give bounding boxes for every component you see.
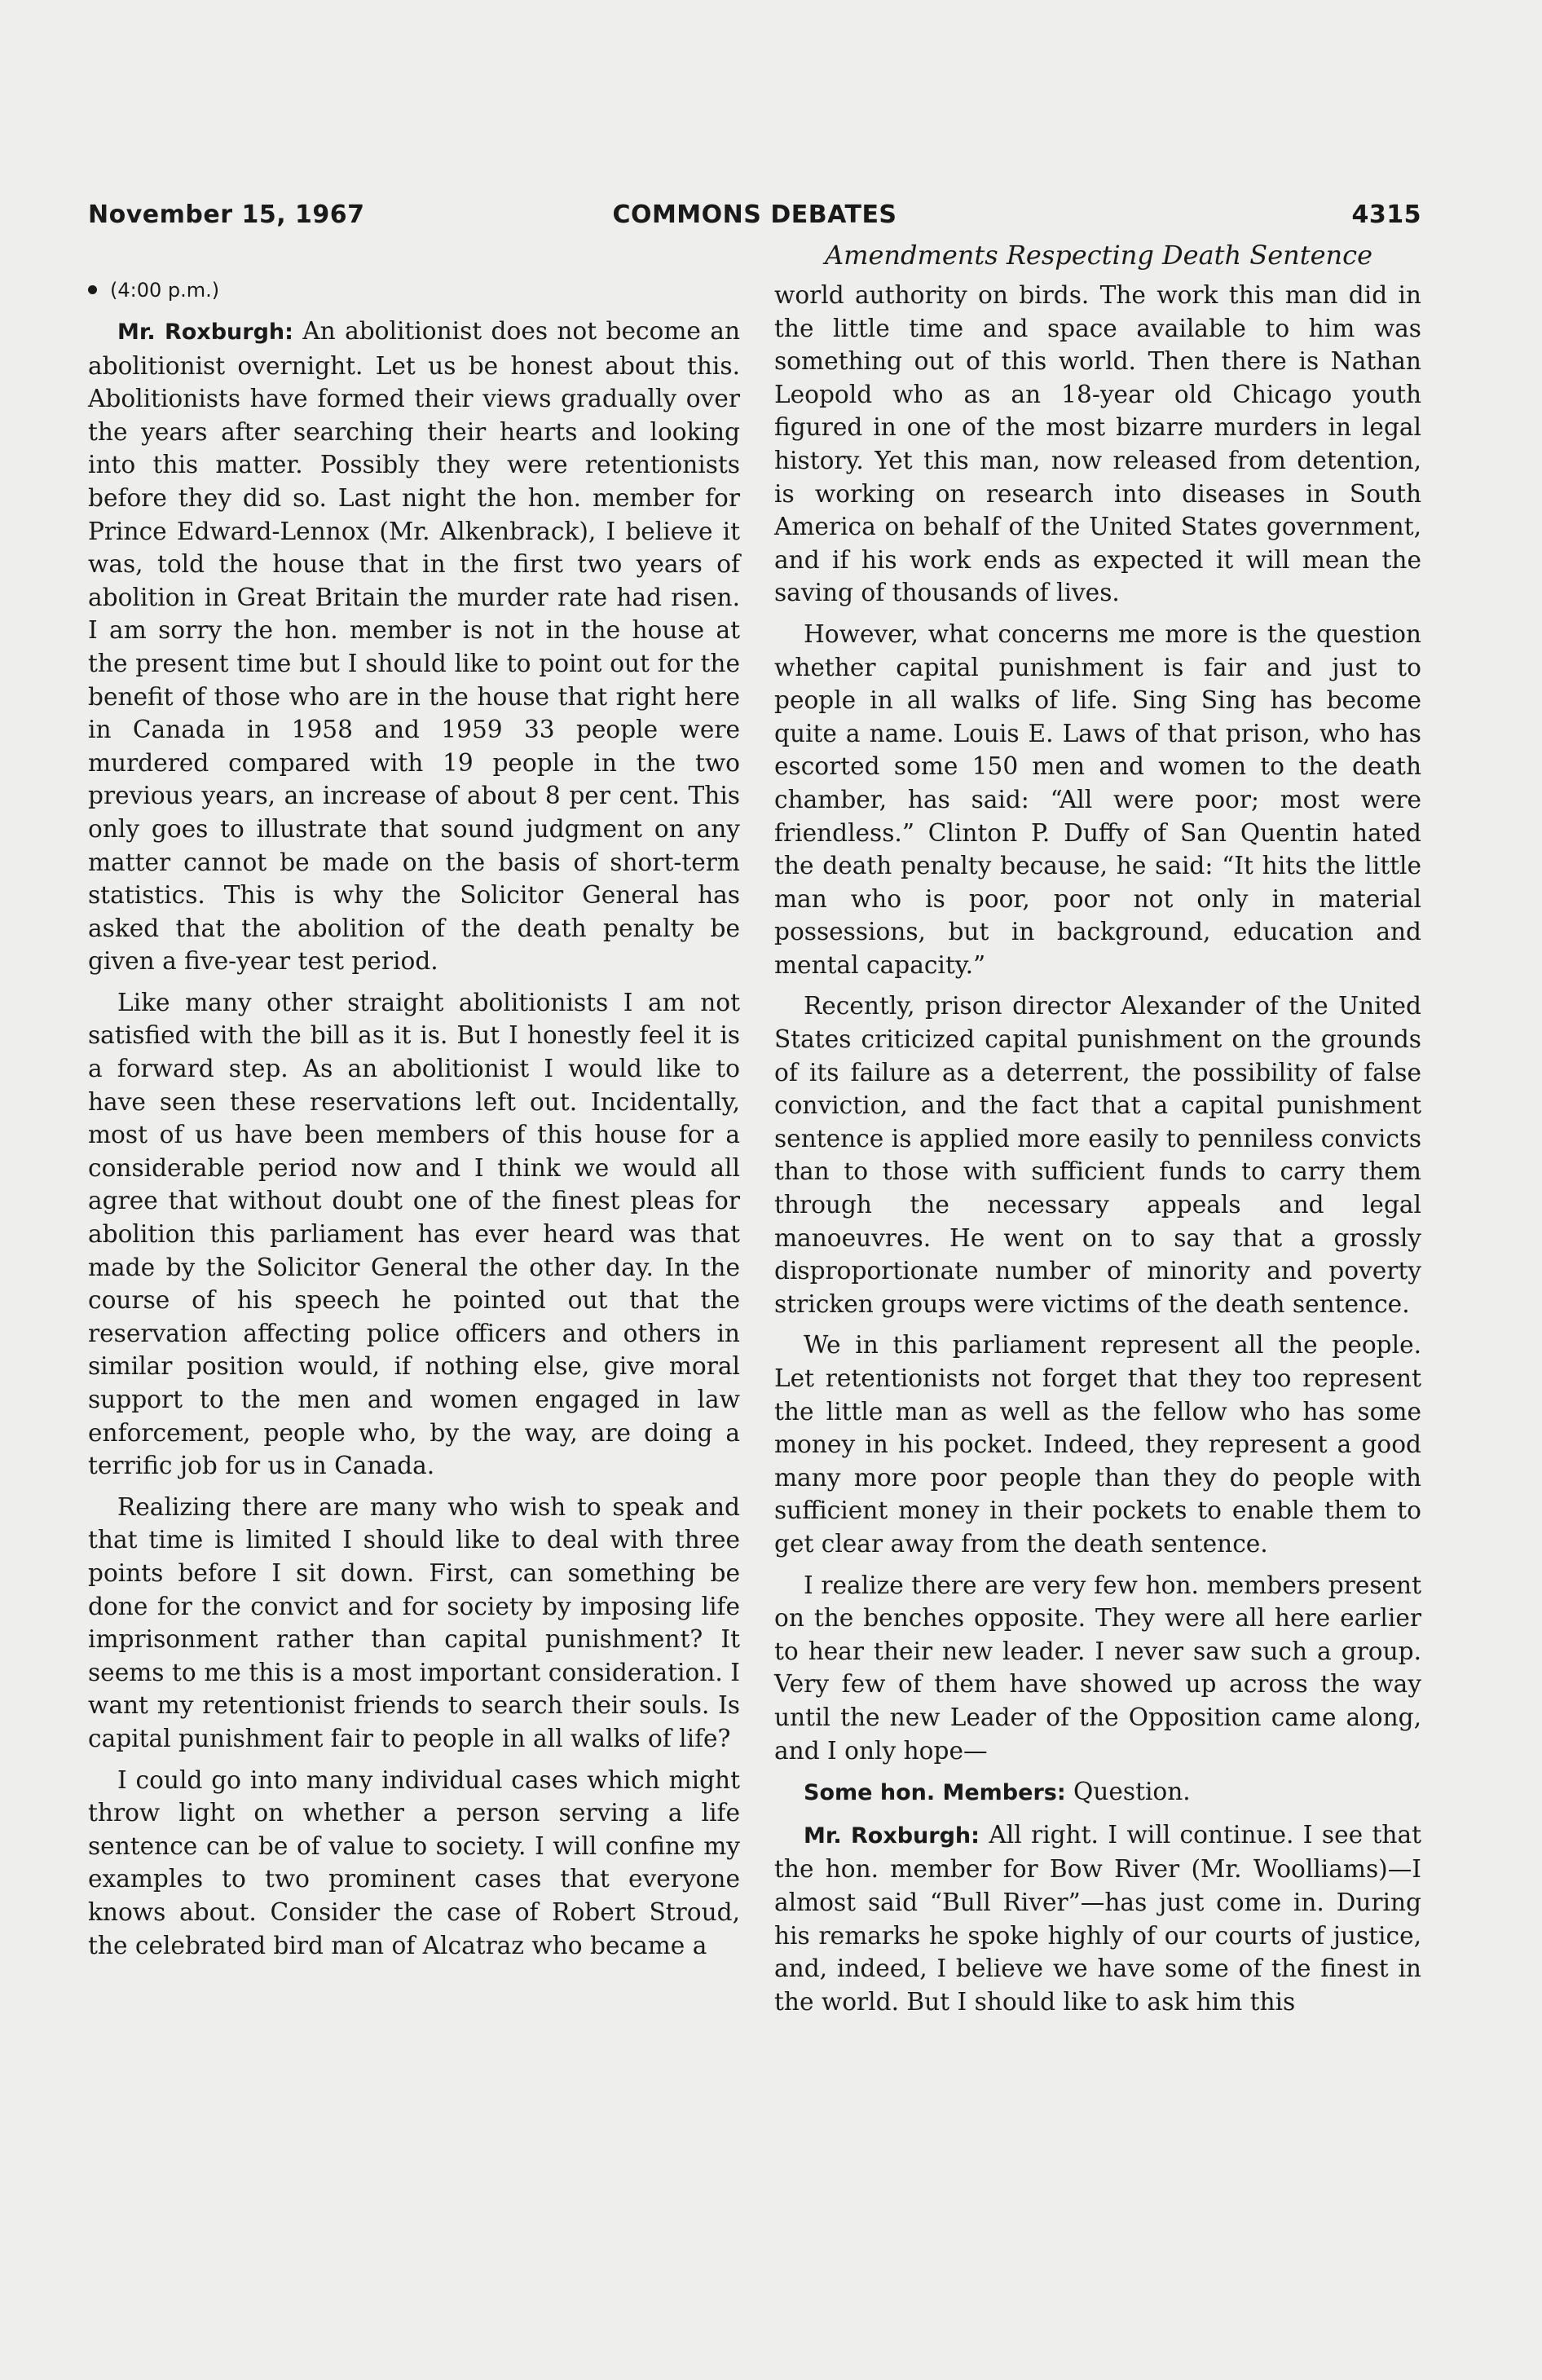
bullet-icon (88, 285, 97, 294)
publication-title: COMMONS DEBATES (612, 201, 897, 229)
paragraph: I realize there are very few hon. members present on the benches opposite. They were all here earlier to hear their new leader. I never saw such a group. Very few of them have showed up across the way until the new Leader of the Opposition came along, and I only hope— (774, 1571, 1421, 1765)
time-stamp-text: (4:00 p.m.) (110, 279, 220, 302)
header-date: November 15, 1967 (88, 201, 365, 229)
paragraph (774, 1818, 1421, 2019)
paragraph-text: Question. (1065, 1778, 1191, 1806)
page-number: 4315 (1351, 201, 1421, 229)
page-header (88, 201, 1421, 233)
speaker-name: Some hon. Members: (804, 1780, 1066, 1806)
right-column (774, 279, 1421, 2026)
paragraph: Realizing there are many who wish to speak and that time is limited I should like to deal with three points before I sit down. First, can something be done for the convict and for society by imposing life imprisonment rather than capital punishment? It seems to me this is a most important consideration. I want my retentionist friends to search their souls. Is capital punishment fair to people in all walks of life? (88, 1492, 740, 1752)
paragraph: However, what concerns me more is the question whether capital punishment is fair and just to people in all walks of life. Sing Sing has become quite a name. Louis E. Laws of that prison, who has escorted some 150 men and women to the death chamber, has said: “All were poor; most were friendless.” Clinton P. Duffy of San Quentin hated the death penalty because, he said: “It hits the little man who is poor, poor not only in material possessions, but in background, education and mental capacity.” (774, 619, 1421, 979)
paragraph: world authority on birds. The work this man did in the little time and space available to him was something out of this world. Then there is Nathan Leopold who as an 18-year old Chicago youth figured in one of the most bizarre murders in legal history. Yet this man, now released from detention, is working on research into diseases in South America on behalf of the United States government, and if his work ends as expected it will mean the saving of thousands of lives. (774, 281, 1421, 607)
paragraph: I could go into many individual cases which might throw light on whether a person serving a life sentence can be of value to society. I will confine my examples to two prominent cases that everyone knows about. Consider the case of Robert Stroud, the celebrated bird man of Alcatraz who became a (88, 1765, 740, 1959)
running-head: Amendments Respecting Death Sentence (824, 240, 1373, 271)
paragraph-text: An abolitionist does not become an abolitionist overnight. Let us be honest about this. Abolitionists have formed their views gradually over the years after searching their hearts and looking into this matter. Possibly they were retentionists before they did so. Last night the hon. member for Prince Edward-Lennox (Mr. Alkenbrack), I believe it was, told the house that in the first two years of abolition in Great Britain the murder rate had risen. I am sorry the hon. member is not in the house at the present time but I should like to point out for the benefit of those who are in the house that right here in Canada in 1958 and 1959 33 people were murdered compared with 19 people in the two previous years, an increase of about 8 per cent. This only goes to illustrate that sound judgment on any matter cannot be made on the basis of short-term statistics. This is why the Solicitor General has asked that the abolition of the death penalty be given a five-year test period. (88, 317, 740, 976)
speaker-name: Mr. Roxburgh: (117, 320, 293, 345)
left-column (88, 274, 740, 1970)
paragraph: We in this parliament represent all the people. Let retentionists not forget that they too represent the little man as well as the fellow who has some money in his pocket. Indeed, they represent a good many more poor people than they do people with sufficient money in their pockets to enable them to get clear away from the death sentence. (774, 1331, 1421, 1558)
time-stamp (88, 274, 740, 306)
paragraph-text: All right. I will continue. I see that the hon. member for Bow River (Mr. Woolliams)—I almost said “Bull River”—has just come in. During his remarks he spoke highly of our courts of justice, and, indeed, I believe we have some of the finest in the world. But I should like to ask him this (774, 1820, 1421, 2016)
paragraph: Recently, prison director Alexander of the United States criticized capital punishment on the grounds of its failure as a deterrent, the possibility of false conviction, and the fact that a capital punishment sentence is applied more easily to penniless convicts than to those with sufficient funds to carry them through the necessary appeals and legal manoeuvres. He went on to say that a grossly disproportionate number of minority and poverty stricken groups were victims of the death sentence. (774, 992, 1421, 1318)
paragraph (774, 1775, 1421, 1810)
speaker-name: Mr. Roxburgh: (804, 1822, 980, 1849)
paragraph (88, 315, 740, 978)
paragraph: Like many other straight abolitionists I am not satisfied with the bill as it is. But I honestly feel it is a forward step. As an abolitionist I would like to have seen these reservations left out. Incidentally, most of us have been members of this house for a considerable period now and I think we would all agree that without doubt one of the finest pleas for abolition this parliament has ever heard was that made by the Solicitor General the other day. In the course of his speech he pointed out that the reservation affecting police officers and others in similar position would, if nothing else, give moral support to the men and women engaged in law enforcement, people who, by the way, are doing a terrific job for us in Canada. (88, 988, 740, 1480)
